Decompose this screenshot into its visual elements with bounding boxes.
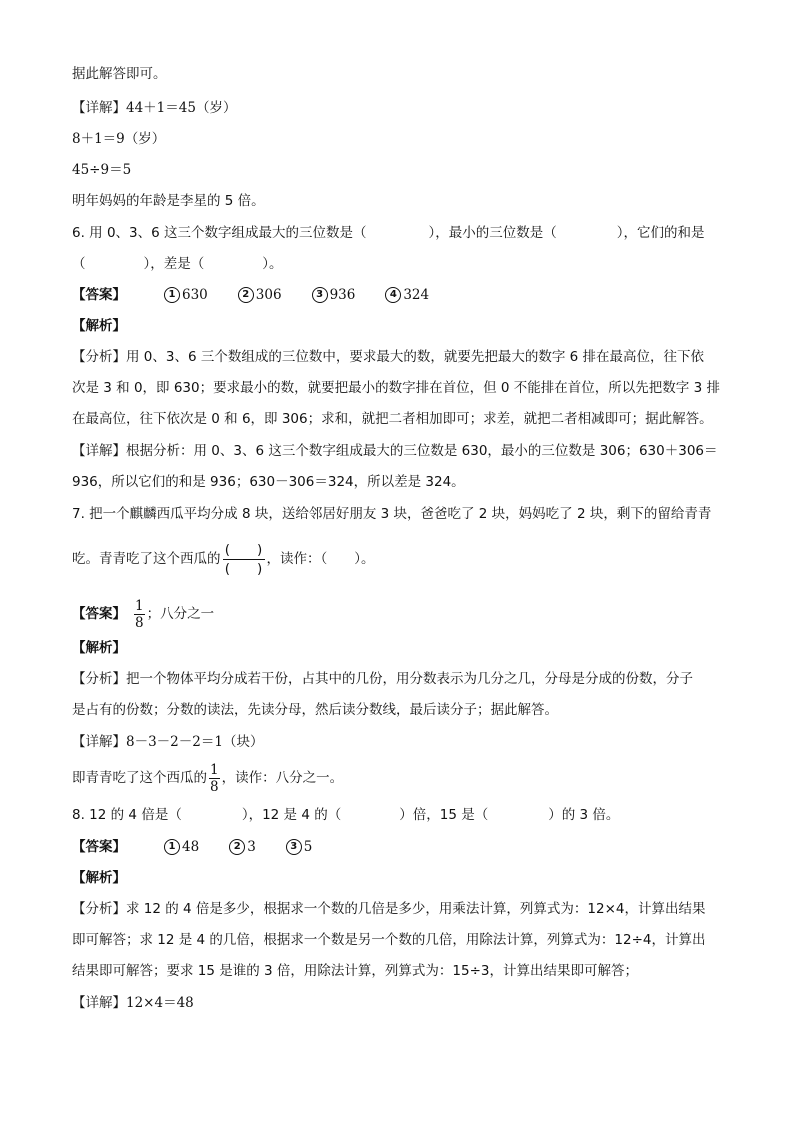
denominator: 8 xyxy=(210,778,219,795)
text-line xyxy=(72,669,693,689)
answer-fraction xyxy=(134,598,145,631)
answer-value: 5 xyxy=(303,839,313,855)
analysis-heading xyxy=(72,316,126,336)
text-line xyxy=(72,472,465,492)
text: 结果即可解答；要求 15 是谁的 3 倍，用除法计算，列算式为：15÷3，计算出结果即可解答； xyxy=(72,963,639,979)
question-7-cont xyxy=(72,538,375,580)
text: 8－3－2－2＝1（块） xyxy=(126,734,264,750)
text-line xyxy=(72,961,638,981)
question-6-cont xyxy=(72,254,283,274)
text: 据此解答即可。 xyxy=(72,66,167,82)
text: （ xyxy=(72,256,86,272)
blank-fraction xyxy=(223,541,265,578)
text-line xyxy=(72,160,131,180)
text: 8＋1＝9（岁） xyxy=(72,131,166,147)
text-line xyxy=(72,409,713,429)
text: 即可解答；求 12 是 4 的几倍，根据求一个数是另一个数的几倍，用除法计算，列算式为：12÷4，计算出 xyxy=(72,932,706,948)
circled-number-icon: 2 xyxy=(229,839,245,855)
text-line xyxy=(72,930,706,950)
text-line xyxy=(72,760,343,796)
analysis-tag: 【分析】 xyxy=(72,671,126,687)
question-7 xyxy=(72,504,711,524)
text-line xyxy=(72,993,194,1013)
text: 求 12 的 4 倍是多少，根据求一个数的几倍是多少，用乘法计算，列算式为：12×4，计算出结果 xyxy=(126,901,706,917)
text: 根据分析：用 0、3、6 这三个数字组成最大的三位数是 630，最小的三位数是 306；630＋306＝ xyxy=(126,443,718,459)
circled-number-icon: 3 xyxy=(312,287,328,303)
numerator-blank: ( ) xyxy=(223,541,265,560)
text: 6. 用 0、3、6 这三个数字组成最大的三位数是（ xyxy=(72,225,367,241)
text: 即青青吃了这个西瓜的 xyxy=(72,770,207,786)
text-line xyxy=(72,378,720,398)
answer-value: 630 xyxy=(182,287,208,303)
answer-row xyxy=(72,837,312,857)
answer-value: 324 xyxy=(403,287,430,303)
text: 936，所以它们的和是 936；630－306＝324，所以差是 324。 xyxy=(72,474,465,490)
text: 用 0、3、6 三个数组成的三位数中，要求最大的数，就要先把最大的数字 6 排在最高位，往下依 xyxy=(126,349,705,365)
text-line xyxy=(72,700,558,720)
fraction xyxy=(209,762,220,795)
text-line xyxy=(72,732,263,752)
text: ），差是（ xyxy=(143,256,205,272)
numerator: 1 xyxy=(135,597,144,614)
text-line xyxy=(72,129,165,149)
analysis-heading xyxy=(72,868,126,888)
analysis-heading xyxy=(72,638,126,658)
text: 把一个物体平均分成若干份，占其中的几份，用分数表示为几分之几，分母是分成的份数，分子 xyxy=(126,671,693,687)
text: 在最高位，往下依次是 0 和 6，即 306；求和，就把二者相加即可；求差，就把二者相减即可；据此解答。 xyxy=(72,411,713,427)
text: ，读作：八分之一。 xyxy=(221,770,344,786)
text: ），它们的和是 xyxy=(616,225,705,241)
answer-row xyxy=(72,285,429,305)
numerator: 1 xyxy=(210,761,219,778)
text: 【解析】 xyxy=(72,318,126,334)
answer-value: 3 xyxy=(247,839,256,855)
text: 12×4＝48 xyxy=(126,995,194,1011)
text-line xyxy=(72,899,706,919)
answer-row xyxy=(72,596,214,632)
text: 是占有的份数；分数的读法，先读分母，然后读分数线，最后读分子；据此解答。 xyxy=(72,702,558,718)
answer-value: 306 xyxy=(255,287,282,303)
circled-number-icon: 4 xyxy=(385,287,401,303)
text-line xyxy=(72,191,265,211)
denominator-blank: ( ) xyxy=(224,560,263,577)
question-6 xyxy=(72,223,705,243)
answer-tag: 【答案】 xyxy=(72,839,126,855)
detail-tag: 【详解】 xyxy=(72,443,126,459)
circled-number-icon: 1 xyxy=(164,287,180,303)
text: 【解析】 xyxy=(72,640,126,656)
text: 明年妈妈的年龄是李星的 5 倍。 xyxy=(72,193,265,209)
text: 7. 把一个麒麟西瓜平均分成 8 块，送给邻居好朋友 3 块，爸爸吃了 2 块，妈妈吃了 2 块，剩下的留给青青 xyxy=(72,506,712,522)
text: 吃。青青吃了这个西瓜的 xyxy=(72,551,221,567)
text-line xyxy=(72,64,167,84)
text: ），最小的三位数是（ xyxy=(428,225,557,241)
text: ）倍，15 是（ xyxy=(399,807,489,823)
circled-number-icon: 1 xyxy=(164,839,180,855)
text-line xyxy=(72,98,236,118)
text: 44＋1＝45（岁） xyxy=(126,100,237,116)
text: ）的 3 倍。 xyxy=(548,807,620,823)
circled-number-icon: 2 xyxy=(238,287,254,303)
analysis-tag: 【分析】 xyxy=(72,349,126,365)
text: 次是 3 和 0，即 630；要求最小的数，就要把最小的数字排在首位，但 0 不能排在首位，所以先把数字 3 排 xyxy=(72,380,720,396)
answer-value: 936 xyxy=(329,287,356,303)
detail-tag: 【详解】 xyxy=(72,734,126,750)
question-8 xyxy=(72,805,619,825)
answer-tag: 【答案】 xyxy=(72,606,126,622)
text-line xyxy=(72,347,704,367)
detail-tag: 【详解】 xyxy=(72,100,126,116)
text: 8. 12 的 4 倍是（ xyxy=(72,807,182,823)
text: 【解析】 xyxy=(72,870,126,886)
answer-tag: 【答案】 xyxy=(72,287,126,303)
text: ），12 是 4 的（ xyxy=(241,807,342,823)
answer-value: 48 xyxy=(182,839,200,855)
text: ）。 xyxy=(262,256,283,272)
analysis-tag: 【分析】 xyxy=(72,901,126,917)
denominator: 8 xyxy=(135,614,144,631)
text-line xyxy=(72,441,718,461)
circled-number-icon: 3 xyxy=(286,839,302,855)
text: 45÷9＝5 xyxy=(72,162,132,178)
text: ；八分之一 xyxy=(146,606,215,622)
text: ，读作：（ ）。 xyxy=(266,551,375,567)
detail-tag: 【详解】 xyxy=(72,995,126,1011)
